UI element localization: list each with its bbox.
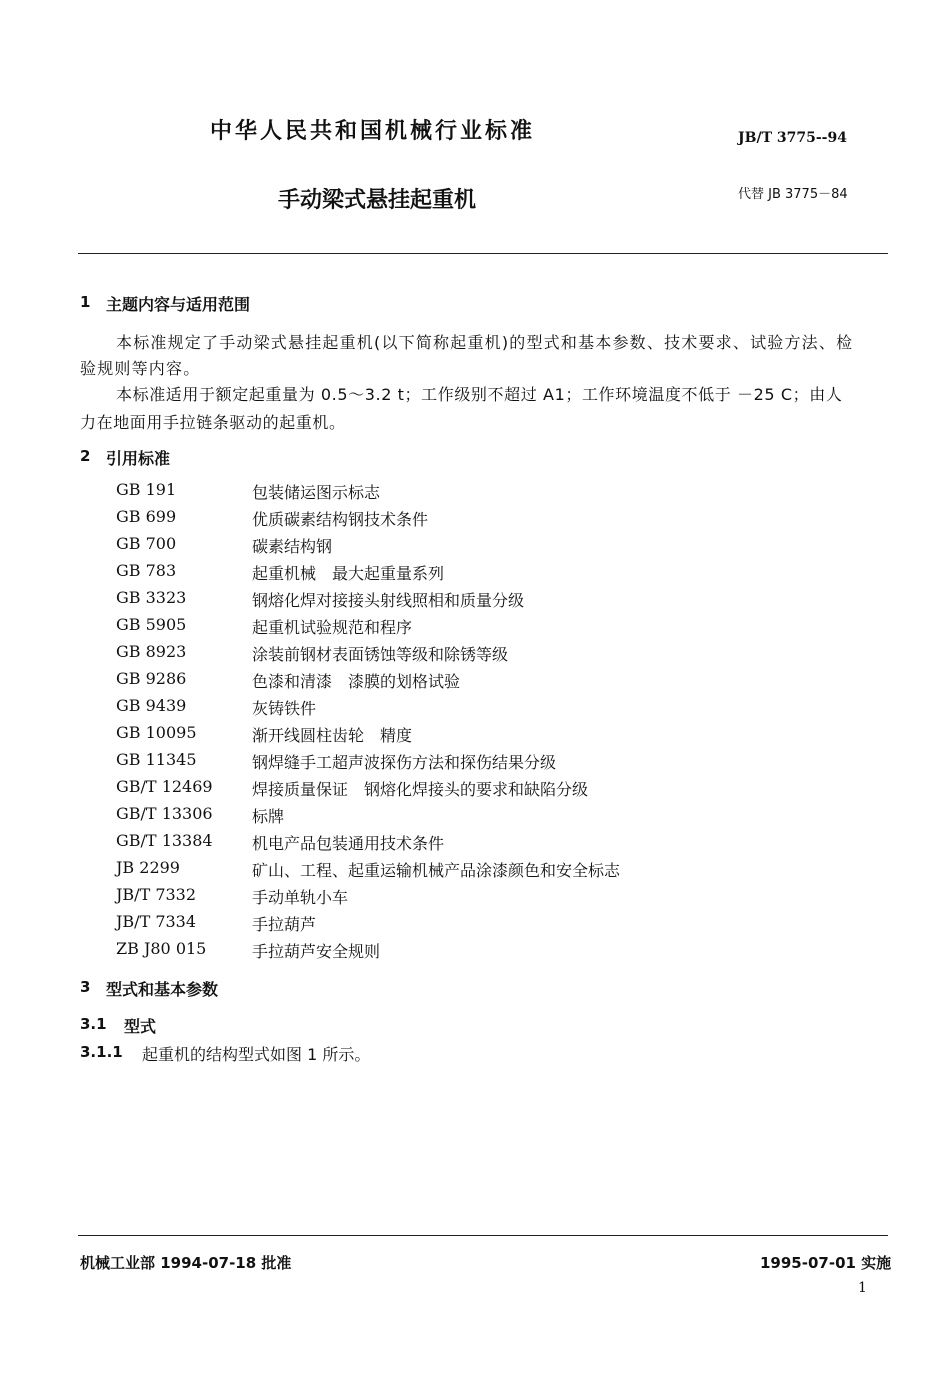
reference-title: 涂装前钢材表面锈蚀等级和除锈等级 [252, 645, 509, 664]
reference-title: 机电产品包装通用技术条件 [252, 834, 445, 853]
reference-code: GB/T 13384 [116, 831, 213, 850]
replaces-standard: 代替 JB 3775－84 [738, 187, 848, 202]
reference-code: GB/T 12469 [116, 777, 213, 796]
section-1-para-2-line-2: 力在地面用手拉链条驱动的起重机。 [80, 413, 346, 432]
reference-code: GB 8923 [116, 642, 187, 661]
page-number: 1 [858, 1280, 867, 1296]
section-2-heading: 引用标准 [106, 449, 171, 468]
section-1-para-2-line-1: 本标准适用于额定起重量为 0.5～3.2 t；工作级别不超过 A1；工作环境温度不低于 －25 C；由人 [116, 385, 843, 404]
reference-code: GB/T 13306 [116, 804, 213, 823]
reference-title: 矿山、工程、起重运输机械产品涂漆颜色和安全标志 [252, 861, 621, 880]
footer-divider [78, 1235, 888, 1236]
reference-code: ZB J80 015 [116, 939, 207, 958]
reference-title: 标牌 [252, 807, 285, 826]
reference-title: 渐开线圆柱齿轮 精度 [252, 726, 413, 745]
reference-title: 包装储运图示标志 [252, 483, 381, 502]
reference-title: 碳素结构钢 [252, 537, 333, 556]
approval-line: 机械工业部 1994-07-18 批准 [80, 1254, 292, 1272]
document-title: 手动梁式悬挂起重机 [278, 188, 477, 213]
clause-3-1-1-text: 起重机的结构型式如图 1 所示。 [142, 1045, 371, 1064]
reference-code: GB 3323 [116, 588, 187, 607]
clause-3-1-1-number: 3.1.1 [80, 1043, 123, 1061]
subsection-3-1-heading: 型式 [124, 1017, 157, 1036]
reference-code: JB/T 7334 [116, 912, 197, 931]
reference-title: 起重机试验规范和程序 [252, 618, 413, 637]
reference-code: GB 783 [116, 561, 177, 580]
reference-title: 优质碳素结构钢技术条件 [252, 510, 429, 529]
reference-code: GB 10095 [116, 723, 197, 742]
reference-code: GB 11345 [116, 750, 197, 769]
reference-title: 手拉葫芦安全规则 [252, 942, 381, 961]
section-3-heading: 型式和基本参数 [106, 980, 219, 999]
reference-code: JB 2299 [116, 858, 180, 877]
section-1-para-1-line-2: 验规则等内容。 [80, 359, 201, 378]
reference-title: 手动单轨小车 [252, 888, 349, 907]
section-1-number: 1 [80, 293, 91, 311]
reference-title: 色漆和清漆 漆膜的划格试验 [252, 672, 461, 691]
reference-title: 手拉葫芦 [252, 915, 317, 934]
reference-code: GB 9286 [116, 669, 187, 688]
reference-code: GB 191 [116, 480, 177, 499]
section-1-para-1-line-1: 本标准规定了手动梁式悬挂起重机(以下简称起重机)的型式和基本参数、技术要求、试验方法、检 [116, 333, 854, 352]
org-title: 中华人民共和国机械行业标准 [210, 119, 536, 144]
reference-title: 钢焊缝手工超声波探伤方法和探伤结果分级 [252, 753, 557, 772]
reference-code: GB 700 [116, 534, 177, 553]
reference-title: 起重机械 最大起重量系列 [252, 564, 445, 583]
reference-code: JB/T 7332 [116, 885, 197, 904]
section-3-number: 3 [80, 978, 91, 996]
effective-date: 1995-07-01 实施 [760, 1254, 892, 1272]
standard-code: JB/T 3775--94 [738, 130, 847, 146]
reference-title: 焊接质量保证 钢熔化焊接头的要求和缺陷分级 [252, 780, 589, 799]
reference-title: 钢熔化焊对接接头射线照相和质量分级 [252, 591, 525, 610]
reference-title: 灰铸铁件 [252, 699, 317, 718]
reference-code: GB 9439 [116, 696, 187, 715]
reference-code: GB 5905 [116, 615, 187, 634]
section-2-number: 2 [80, 447, 91, 465]
header-divider [78, 253, 888, 254]
reference-code: GB 699 [116, 507, 177, 526]
subsection-3-1-number: 3.1 [80, 1015, 107, 1033]
section-1-heading: 主题内容与适用范围 [106, 295, 251, 314]
